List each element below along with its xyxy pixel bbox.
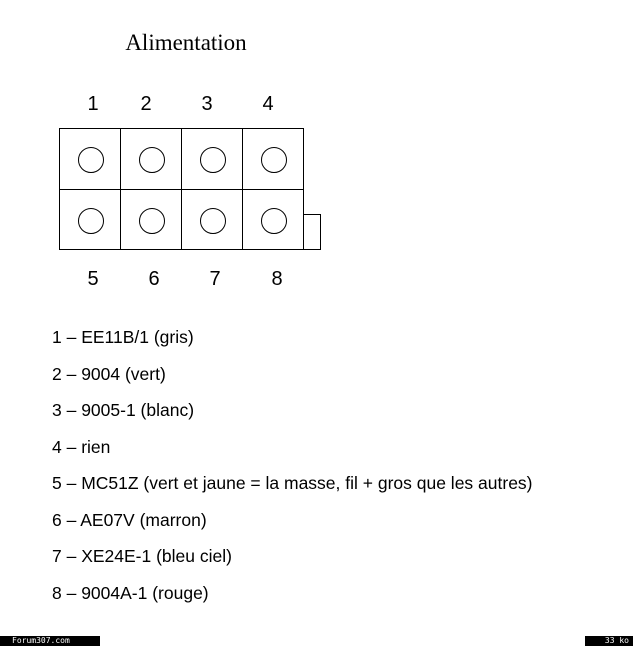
watermark-site: Forum307.com	[0, 636, 100, 646]
pin-hole-icon	[139, 208, 165, 234]
legend-item: 6 – AE07V (marron)	[52, 509, 207, 530]
pin-label-1: 1	[87, 93, 99, 115]
pin-label-8: 8	[271, 268, 283, 290]
legend-item: 3 – 9005-1 (blanc)	[52, 400, 195, 420]
pin-cell-6	[121, 190, 182, 251]
legend-item: 5 – MC51Z (vert et jaune = la masse, fil + gros que les autres)	[52, 473, 533, 493]
watermark-size: 33 ko	[585, 636, 633, 646]
pin-hole-icon	[78, 147, 104, 173]
pin-label-5: 5	[87, 268, 99, 290]
legend-item: 4 – rien	[52, 436, 111, 457]
legend-item: 2 – 9004 (vert)	[52, 363, 166, 384]
pin-label-6: 6	[148, 268, 160, 290]
pin-label-2: 2	[140, 93, 152, 115]
pin-cell-7	[182, 190, 243, 251]
pin-label-4: 4	[262, 93, 274, 115]
pin-hole-icon	[139, 147, 165, 173]
pin-cell-1	[60, 129, 121, 190]
pin-label-3: 3	[201, 93, 213, 115]
pin-cell-4	[243, 129, 304, 190]
pin-cell-2	[121, 129, 182, 190]
legend-item: 8 – 9004A-1 (rouge)	[52, 582, 209, 603]
pin-cell-5	[60, 190, 121, 251]
legend-item: 7 – XE24E-1 (bleu ciel)	[52, 546, 232, 566]
connector-housing	[59, 128, 304, 250]
wire-legend	[52, 327, 533, 619]
connector-key-tab	[303, 214, 321, 250]
pin-label-7: 7	[209, 268, 221, 290]
pin-hole-icon	[200, 147, 226, 173]
pin-hole-icon	[200, 208, 226, 234]
legend-item: 1 – EE11B/1 (gris)	[52, 327, 194, 347]
pin-cell-3	[182, 129, 243, 190]
pin-hole-icon	[261, 147, 287, 173]
pin-hole-icon	[261, 208, 287, 234]
pin-cell-8	[243, 190, 304, 251]
pin-hole-icon	[78, 208, 104, 234]
diagram-title: Alimentation	[125, 30, 247, 55]
